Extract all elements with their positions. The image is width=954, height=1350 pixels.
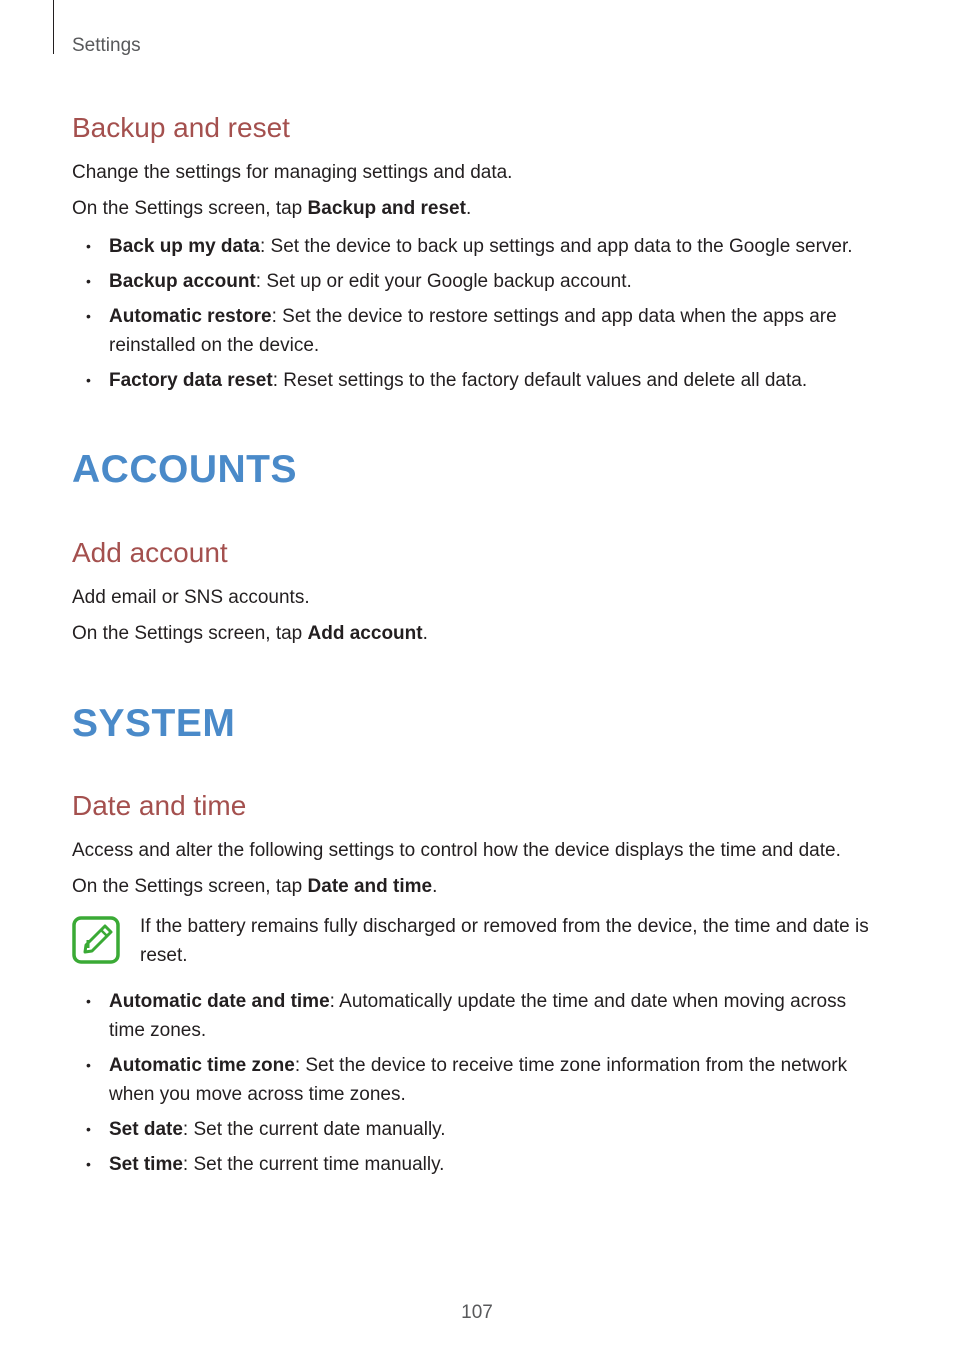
note-pencil-icon <box>72 916 120 964</box>
add-account-intro: Add email or SNS accounts. <box>72 587 310 608</box>
backup-intro: Change the settings for managing settings and data. <box>72 162 513 183</box>
date-time-tap-target: Date and time <box>307 876 433 897</box>
date-time-title: Date and time <box>72 790 247 821</box>
note-text: If the battery remains fully discharged or removed from the device, the time and date is reset. <box>140 916 869 966</box>
list-item: • Backup account: Set up or edit your Google backup account. <box>86 271 632 292</box>
backup-options-list <box>72 232 882 395</box>
add-account-tap-target: Add account <box>307 623 423 644</box>
list-item: • Back up my data: Set the device to back up settings and app data to the Google server. <box>86 236 853 257</box>
list-item: • Automatic date and time: Automatically update the time and date when moving across time zones. <box>86 991 847 1041</box>
list-item: • Set date: Set the current date manually. <box>86 1119 446 1140</box>
add-account-tap-instruction: On the Settings screen, tap Add account. <box>72 623 428 644</box>
date-time-options-list <box>72 987 882 1179</box>
backup-tap-target: Backup and reset <box>307 198 466 219</box>
backup-reset-title: Backup and reset <box>72 112 290 143</box>
header-rule <box>53 0 54 54</box>
page-number: 107 <box>461 1302 493 1323</box>
date-time-tap-instruction: On the Settings screen, tap Date and time. <box>72 876 438 897</box>
add-account-title: Add account <box>72 537 228 568</box>
note-box <box>72 912 882 970</box>
list-item: • Set time: Set the current time manually. <box>86 1154 445 1175</box>
list-item: • Automatic restore: Set the device to restore settings and app data when the apps are reinstalled on the device. <box>86 306 837 356</box>
running-head: Settings <box>72 35 141 56</box>
list-item: • Automatic time zone: Set the device to receive time zone information from the network when you move across time zones. <box>86 1055 848 1105</box>
backup-tap-instruction: On the Settings screen, tap Backup and reset. <box>72 198 472 219</box>
system-heading: SYSTEM <box>72 702 236 745</box>
date-time-intro: Access and alter the following settings to control how the device displays the time and date. <box>72 840 841 861</box>
accounts-heading: ACCOUNTS <box>72 448 297 491</box>
list-item: • Factory data reset: Reset settings to the factory default values and delete all data. <box>86 370 808 391</box>
